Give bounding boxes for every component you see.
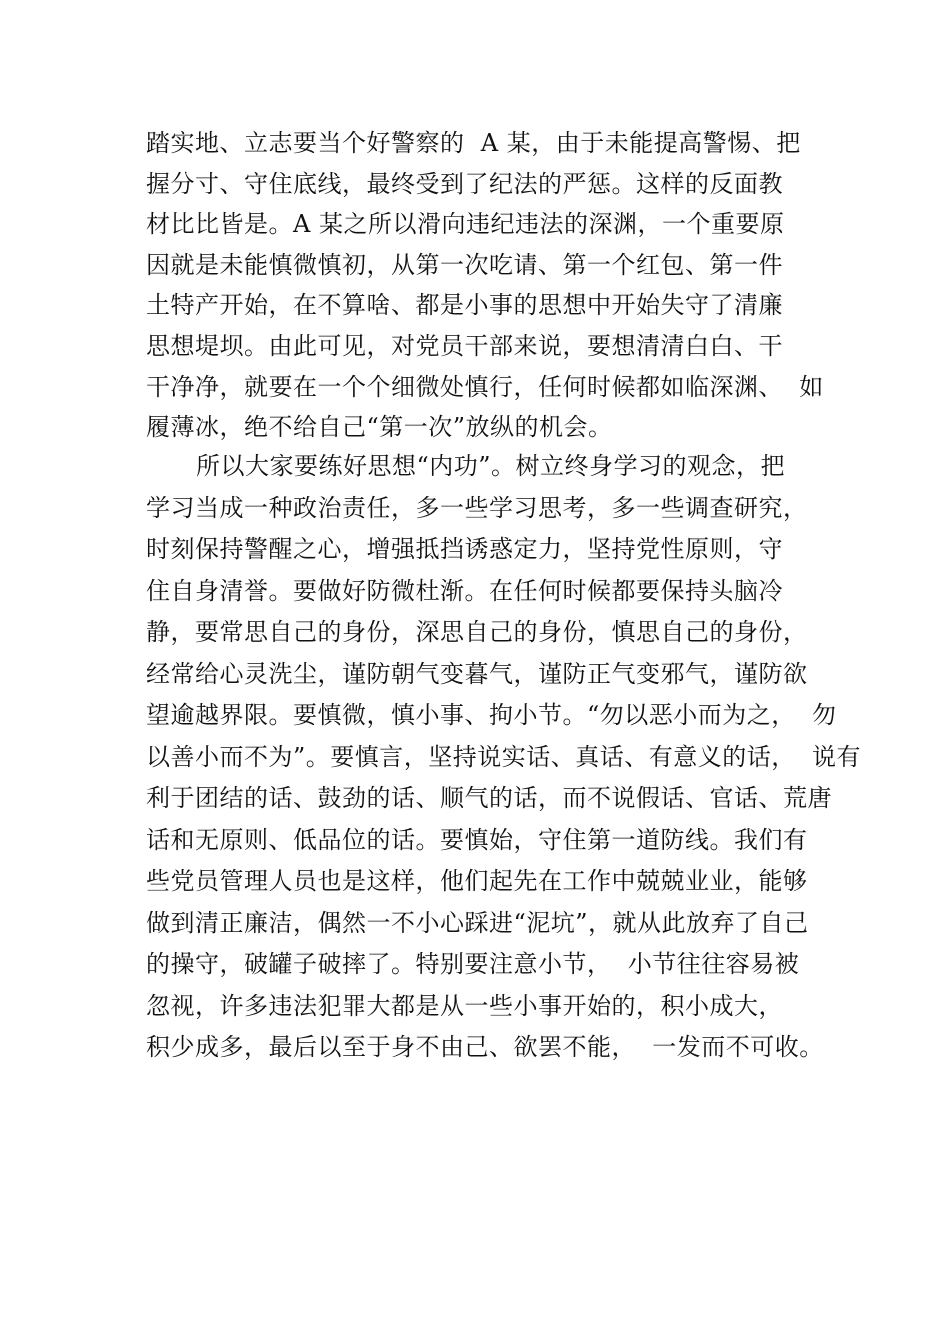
text-line: 忽视，许多违法犯罪大都是从一些小事开始的，积小成大， (146, 991, 783, 1020)
text-line: 的操守，破罐子破摔了。特别要注意小节， 小节往往容易被 (146, 950, 800, 978)
text-line: 思想堤坝。由此可见，对党员干部来说，要想清清白白、干 (146, 331, 783, 360)
text-line: 以善小而不为”。要慎言，坚持说实话、真话、有意义的话， 说有 (146, 742, 862, 771)
text-line: 土特产开始，在不算啥、都是小事的思想中开始失守了清廉 (146, 291, 783, 320)
text-line: 履薄冰，绝不给自己“第一次”放纵的机会。 (146, 413, 613, 442)
paragraph-2 (146, 446, 861, 1069)
text-line: 所以大家要练好思想“内功”。树立终身学习的观念，把 (196, 452, 786, 480)
text-line: 因就是未能慎微慎初，从第一次吃请、第一个红包、第一件 (146, 250, 783, 279)
text-line: 学习当成一种政治责任，多一些学习思考，多一些调查研究， (146, 493, 808, 522)
text-line: 材比比皆是。A 某之所以滑向违纪违法的深渊，一个重要原 (146, 210, 785, 239)
text-line: 些党员管理人员也是这样，他们起先在工作中兢兢业业，能够 (146, 867, 808, 895)
text-line: 时刻保持警醒之心，增强抵挡诱惑定力，坚持党性原则，守 (146, 535, 783, 563)
paragraph-1 (146, 123, 824, 448)
text-line: 干净净，就要在一个个细微处慎行，任何时候都如临深渊、 如 (146, 372, 824, 401)
text-line: 做到清正廉洁，偶然一不小心踩进“泥坑”，就从此放弃了自己 (146, 908, 809, 937)
text-line: 经常给心灵洗尘，谨防朝气变暮气，谨防正气变邪气，谨防欲 (146, 659, 808, 688)
text-line: 住自身清誉。要做好防微杜渐。在任何时候都要保持头脑冷 (146, 576, 783, 605)
text-line: 利于团结的话、鼓劲的话、顺气的话，而不说假话、官话、荒唐 (146, 784, 832, 812)
text-line: 话和无原则、低品位的话。要慎始，守住第一道防线。我们有 (146, 825, 808, 854)
text-line: 积少成多，最后以至于身不由己、欲罢不能， 一发而不可收。 (146, 1033, 824, 1061)
text-line: 望逾越界限。要慎微，慎小事、拘小节。“勿以恶小而为之， 勿 (146, 701, 837, 729)
text-line: 静，要常思自己的身份，深思自己的身份，慎思自己的身份， (146, 618, 808, 646)
text-line: 踏实地、立志要当个好警察的 A 某，由于未能提高警惕、把 (146, 129, 801, 157)
text-line: 握分寸、守住底线，最终受到了纪法的严惩。这样的反面教 (146, 169, 783, 198)
